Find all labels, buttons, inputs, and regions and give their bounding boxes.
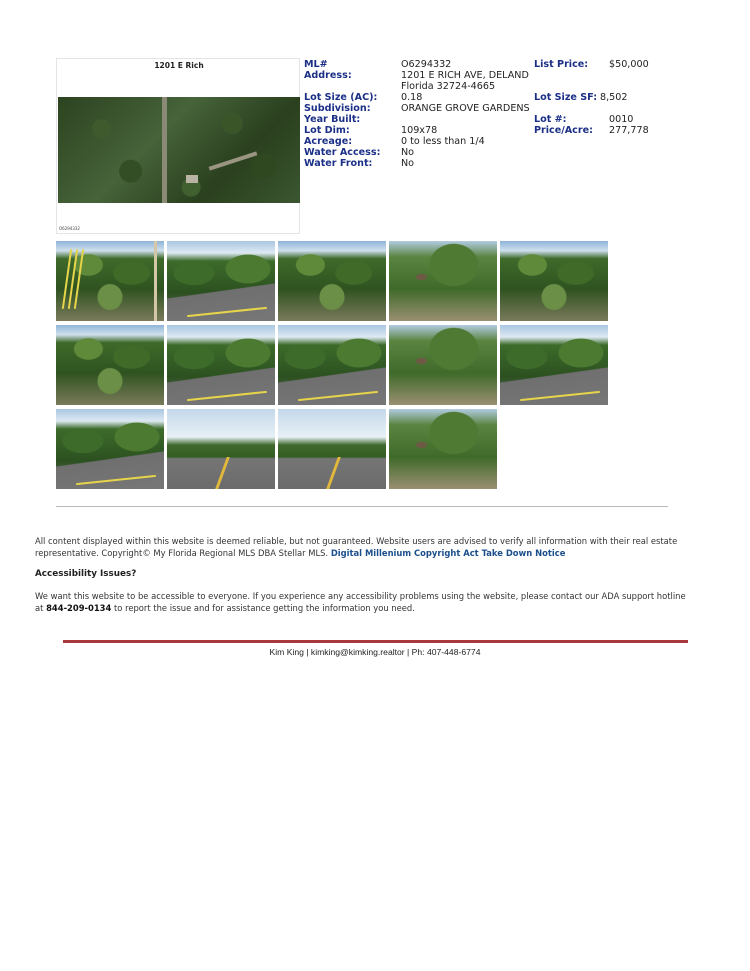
- address-label: Address:: [304, 70, 352, 81]
- accessibility-text: [35, 591, 695, 614]
- list-price-value: $50,000: [609, 59, 649, 70]
- lot-number-label: Lot #:: [534, 114, 567, 125]
- disclaimer-text: All content displayed within this website is deemed reliable, but not guaranteed. Website users are advised to verify all information with their real estate representative. Copyright© My Florida Regional MLS DBA Stellar MLS.: [35, 536, 678, 558]
- water-access-label: Water Access:: [304, 147, 381, 158]
- property-photo[interactable]: [166, 324, 276, 406]
- disclaimer: [35, 536, 695, 559]
- property-photo[interactable]: [166, 240, 276, 322]
- lot-dim-label: Lot Dim:: [304, 125, 350, 136]
- accessibility-text-after: to report the issue and for assistance getting the information you need.: [114, 602, 415, 613]
- accessibility-text-before: We want this website to be accessible to everyone. If you experience any accessibility problems using the website, please contact our ADA support hotline at: [35, 591, 686, 613]
- property-photo[interactable]: [277, 324, 387, 406]
- property-photo[interactable]: [166, 408, 276, 490]
- divider: [56, 506, 668, 507]
- water-front-value: No: [401, 158, 415, 169]
- subdivision-value: ORANGE GROVE GARDENS: [401, 103, 530, 114]
- property-photo[interactable]: [55, 408, 165, 490]
- footer-rule: [63, 640, 688, 643]
- address-line2: Florida 32724-4665: [401, 81, 496, 92]
- property-photo[interactable]: [388, 240, 498, 322]
- price-acre-value: 277,778: [609, 125, 649, 136]
- acreage-label: Acreage:: [304, 136, 353, 147]
- lot-dim-value: 109x78: [401, 125, 438, 136]
- list-price-label: List Price:: [534, 59, 589, 70]
- subdivision-label: Subdivision:: [304, 103, 371, 114]
- map-code: O6294332: [59, 226, 80, 231]
- lot-size-sf-label: Lot Size SF:: [534, 92, 598, 103]
- accessibility-heading: Accessibility Issues?: [35, 569, 137, 579]
- lot-size-sf-value: 8,502: [600, 92, 628, 103]
- property-photo[interactable]: [55, 324, 165, 406]
- lot-number-value: 0010: [609, 114, 634, 125]
- lot-size-ac-label: Lot Size (AC):: [304, 92, 378, 103]
- dmca-link[interactable]: Digital Millenium Copyright Act Take Down Notice: [330, 547, 566, 558]
- property-photo[interactable]: [499, 240, 609, 322]
- aerial-map: [56, 58, 300, 234]
- map-title: 1201 E Rich: [154, 61, 204, 70]
- mls-value: O6294332: [401, 59, 452, 70]
- property-photo[interactable]: [277, 408, 387, 490]
- property-photo[interactable]: [55, 240, 165, 322]
- mls-label: ML#: [304, 59, 328, 70]
- water-front-label: Water Front:: [304, 158, 373, 169]
- agent-footer: Kim King | kimking@kimking.realtor | Ph: 407-448-6774: [269, 647, 481, 657]
- property-photo[interactable]: [388, 408, 498, 490]
- acreage-value: 0 to less than 1/4: [401, 136, 485, 147]
- lot-size-ac-value: 0.18: [401, 92, 423, 103]
- property-photo[interactable]: [499, 324, 609, 406]
- year-built-label: Year Built:: [304, 114, 361, 125]
- address-line1: 1201 E RICH AVE, DELAND: [401, 70, 529, 81]
- water-access-value: No: [401, 147, 415, 158]
- property-photo[interactable]: [388, 324, 498, 406]
- price-acre-label: Price/Acre:: [534, 125, 593, 136]
- property-photo[interactable]: [277, 240, 387, 322]
- aerial-image: [58, 97, 300, 203]
- ada-hotline: 844-209-0134: [46, 602, 112, 613]
